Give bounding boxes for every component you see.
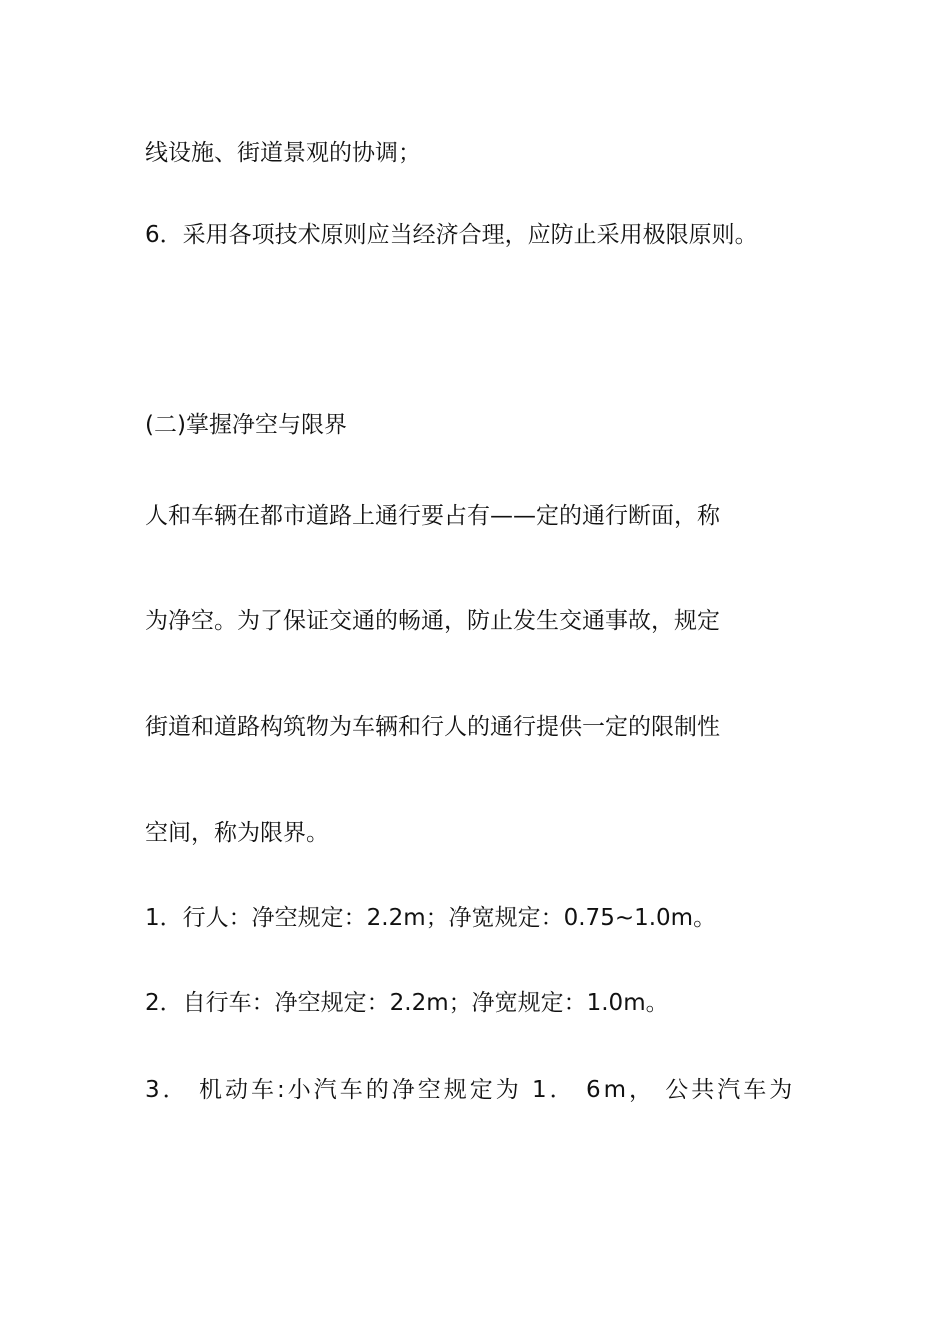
- paragraph-line-2: 为净空。为了保证交通的畅通，防止发生交通事故，规定: [145, 608, 720, 634]
- section-heading: (二)掌握净空与限界: [145, 412, 347, 438]
- paragraph-line-4: 空间，称为限界。: [145, 820, 329, 846]
- paragraph-line-1: 人和车辆在都市道路上通行要占有——定的通行断面，称: [145, 503, 720, 529]
- list-item-1: 1．行人：净空规定：2.2m；净宽规定：0.75~1.0m。: [145, 905, 717, 931]
- text-line-1: 线设施、街道景观的协调；: [145, 140, 421, 166]
- paragraph-line-3: 街道和道路构筑物为车辆和行人的通行提供一定的限制性: [145, 714, 720, 740]
- list-item-2: 2．自行车：净空规定：2.2m；净宽规定：1.0m。: [145, 990, 669, 1016]
- list-item-3: 3． 机动车:小汽车的净空规定为 1． 6m， 公共汽车为: [145, 1077, 796, 1103]
- list-item-6: 6．采用各项技术原则应当经济合理，应防止采用极限原则。: [145, 222, 758, 248]
